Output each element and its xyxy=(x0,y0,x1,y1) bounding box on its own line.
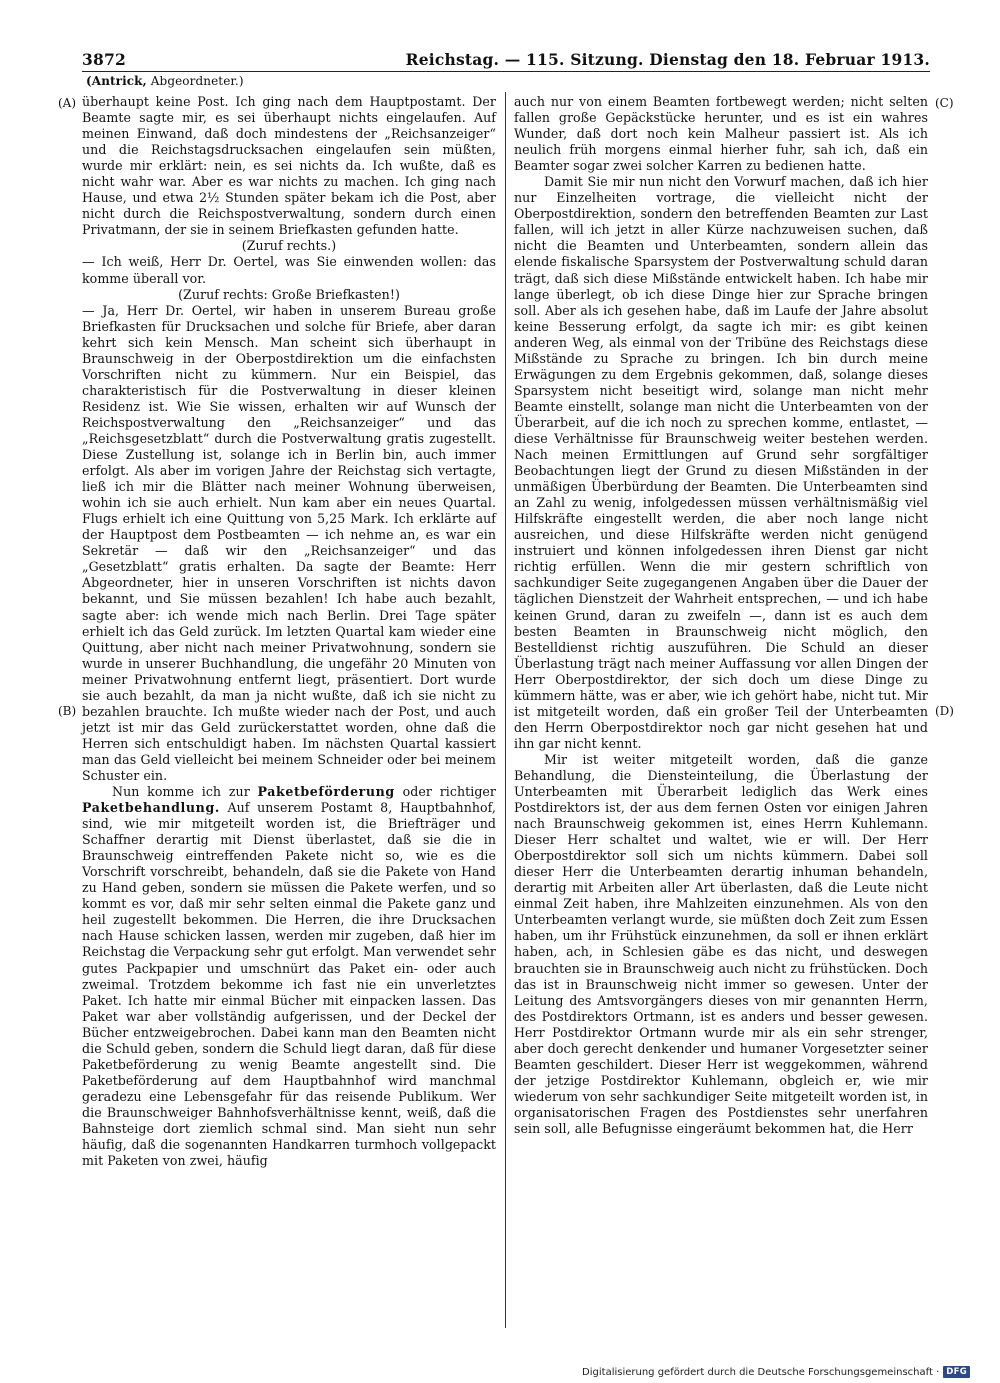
left-column xyxy=(82,94,496,1169)
margin-marker-a: (A) xyxy=(58,96,77,110)
page-header xyxy=(82,50,930,69)
left-paragraph-3: — Ja, Herr Dr. Oertel, wir haben in unserem Bureau große Briefkasten für Drucksachen und solche für Briefe, aber daran kehrt sich kein Mensch. Man scheint sich überhaupt in Braunschweig in der Oberpostdirektion um die einfachsten Vorschriften nicht zu kümmern. Nur ein Beispiel, das charakteristisch für die Postverwaltung in dieser kleinen Residenz ist. Wie Sie wissen, erhalten wir auf Wunsch der Reichspostverwaltung den „Reichsanzeiger“ und das „Reichsgesetzblatt“ durch die Postverwaltung gratis zugestellt. Diese Zustellung ist, solange ich in Berlin bin, auch immer erfolgt. Als aber im vorigen Jahre der Reichstag sich vertagte, ließ ich mir die Blätter nach meiner Wohnung überweisen, wohin ich sie auch erhielt. Nun kam aber ein neues Quartal. Flugs erhielt ich eine Quittung von 5,25 Mark. Ich erklärte auf der Hauptpost dem Postbeamten — ich nehme an, es war ein Sekretär — daß wir den „Reichsanzeiger“ und das „Gesetzblatt“ gratis erhalten. Da sagte der Beamte: Herr Abgeordneter, hier in unseren Vorschriften ist nichts davon bekannt, und Sie müssen bezahlen! Ich habe auch bezahlt, sagte aber: ich wende mich nach Berlin. Drei Tage später erhielt ich das Geld zurück. Im letzten Quartal kam wieder eine Quittung, aber nicht nach meiner Privatwohnung, sondern sie wurde in unserer Buchhandlung, die ungefähr 20 Minuten von meiner Privatwohnung entfernt liegt, präsentiert. Dort wurde sie auch bezahlt, da man ja nicht wußte, daß ich sie nicht zu bezahlen brauchte. Ich mußte wieder nach der Post, und auch jetzt ist mir das Geld zurückerstattet worden, ohne daß die Herren sich entschuldigt haben. Im nächsten Quartal kassiert man das Geld vielleicht bei meinem Schneider oder bei meinem Schuster ein. xyxy=(82,302,496,783)
right-paragraph-2: Damit Sie mir nun nicht den Vorwurf machen, daß ich hier nur Einzelheiten vortrage, die vielleicht nicht der Oberpostdirektion, sondern den betreffenden Beamten zur Last fallen, will ich jetzt in aller Kürze nachzuweisen suchen, daß nicht die Beamten und Unterbeamten, sondern allein das elende fiskalische Sparsystem der Postverwaltung schuld daran trägt, daß sich diese Mißstände entwickelt haben. Ich habe mir lange überlegt, ob ich diese Dinge hier zur Sprache bringen soll. Aber als ich gesehen habe, daß im Laufe der Jahre absolut keine Besserung erfolgt, da sagte ich mir: es gibt keinen anderen Weg, als einmal von der Tribüne des Reichstags diese Mißstände zu Sprache zu bringen. Ich bin durch meine Erwägungen zu dem Ergebnis gekommen, daß, solange dieses Sparsystem nicht beseitigt wird, solange man nicht mehr Beamte einstellt, solange man nicht die Unterbeamten von der Überarbeit, auf die ich noch zu sprechen komme, entlastet, — diese Verhältnisse für Braunschweig weiter bestehen werden. Nach meinen Ermittlungen auf Grund sehr sorgfältiger Beobachtungen liegt der Grund zu diesen Mißständen in der unmäßigen Überbürdung der Beamten. Die Unterbeamten sind an Zahl zu wenig, infolgedessen müssen verhältnismäßig viel Hilfskräfte eingestellt werden, die aber noch lange nicht ausreichen, und diese Hilfskräfte werden nicht genügend instruiert und können infolgedessen ihren Dienst gar nicht richtig erfüllen. Wenn die mir gestern schriftlich von sachkundiger Seite zugegangenen Angaben über die Dauer der täglichen Dienstzeit der Wahrheit entsprechen, — und ich habe keinen Grund, daran zu zweifeln —, dann ist es auch dem besten Beamten in Braunschweig nicht möglich, den Bestelldienst richtig auszuführen. Die Schuld an dieser Überlastung trägt nach meiner Auffassung vor allen Dingen der Herr Oberpostdirektor, der sich doch um diese Dinge zu kümmern hätte, was er aber, wie ich gehört habe, nicht tut. Mir ist mitgeteilt worden, daß ein großer Teil der Unterbeamten den Herrn Oberpostdirektor noch gar nicht gesehen hat und ihn gar nicht kennt. xyxy=(514,174,928,751)
left-p4-mid: oder richtiger xyxy=(402,784,496,800)
dfg-logo: DFG xyxy=(943,1366,970,1378)
page-running-title: Reichstag. — 115. Sitzung. Dienstag den 18. Februar 1913. xyxy=(405,50,930,69)
left-paragraph-4 xyxy=(82,784,496,1169)
left-p4-bold-2: Paketbehandlung. xyxy=(82,800,220,816)
left-paragraph-2: — Ich weiß, Herr Dr. Oertel, was Sie einwenden wollen: das komme überall vor. xyxy=(82,254,496,286)
right-paragraph-1: auch nur von einem Beamten fortbewegt werden; nicht selten fallen große Gepäckstücke herunter, und es ist ein wahres Wunder, daß dort noch kein Malheur passiert ist. Als ich neulich früh morgens einmal hierher fuhr, sah ich, daß ein Beamter sogar zwei solcher Karren zu bedienen hatte. xyxy=(514,94,928,174)
margin-marker-c: (C) xyxy=(935,96,954,110)
footer-credit xyxy=(582,1366,970,1378)
left-p4-bold-1: Paketbeförderung xyxy=(257,784,395,800)
right-column xyxy=(514,94,928,1137)
right-paragraph-3: Mir ist weiter mitgeteilt worden, daß die ganze Behandlung, die Diensteinteilung, die Überlastung der Unterbeamten mit Überarbeit lediglich das Werk eines Postdirektors ist, der aus dem fernen Osten vor einigen Jahren nach Braunschweig gekommen ist, eines Herrn Kuhlemann. Dieser Herr schaltet und waltet, wie er will. Der Herr Oberpostdirektor soll sich um nichts kümmern. Dabei soll dieser Herr die Unterbeamten derartig inhuman behandeln, derartig mit Arbeiten aller Art überlasten, daß die Leute nicht einmal Zeit haben, ihre Mahlzeiten einzunehmen. Als von den Unterbeamten verlangt wurde, sie müßten doch Zeit zum Essen haben, um ihr Frühstück einzunehmen, da soll er ihnen erklärt haben, ach, in Schlesien gäbe es das nicht, und deswegen brauchten sie in Braunschweig auch nicht zu frühstücken. Doch das ist in Braunschweig nicht immer so gewesen. Unter der Leitung des Amtsvorgängers dieses von mir genannten Herrn, des Postdirektors Ortmann, ist es anders und besser gewesen. Herr Postdirektor Ortmann wurde mir als ein sehr strenger, aber doch gerecht denkender und humaner Vorgesetzter seiner Beamten geschildert. Dieser Herr ist weggekommen, während der jetzige Postdirektor Kuhlemann, obgleich er, wie mir wiederum von sehr sachkundiger Seite mitgeteilt worden ist, in organisatorischen Fragen des Postdienstes sehr unerfahren sein soll, alle Befugnisse eingeräumt bekommen hat, die Herr xyxy=(514,751,928,1136)
margin-marker-d: (D) xyxy=(935,704,954,718)
footer-text: Digitalisierung gefördert durch die Deutsche Forschungsgemeinschaft · xyxy=(582,1366,940,1378)
header-rule xyxy=(82,71,930,72)
page-number: 3872 xyxy=(82,50,126,69)
left-paragraph-1: überhaupt keine Post. Ich ging nach dem Hauptpostamt. Der Beamte sagte mir, es sei überhaupt nichts eingelaufen. Auf meinen Einwand, daß doch mindestens der „Reichsanzeiger“ und die Reichstagsdrucksachen eingelaufen sein müßten, wurde mir erklärt: nein, es sei nichts da. Ich wußte, daß es nicht wahr war. Aber es war nichts zu machen. Ich ging nach Hause, und etwa 2½ Stunden später bekam ich die Post, aber nicht durch die Reichspostverwaltung, sondern durch einen Privatmann, der sie in seinem Briefkasten gefunden hatte. xyxy=(82,94,496,238)
speaker-name: (Antrick, xyxy=(86,74,147,88)
left-interjection-2: (Zuruf rechts: Große Briefkasten!) xyxy=(178,286,400,302)
speaker-role: Abgeordneter.) xyxy=(150,74,244,88)
margin-marker-b: (B) xyxy=(58,704,77,718)
left-interjection-1: (Zuruf rechts.) xyxy=(241,238,337,254)
left-p4-pre: Nun komme ich zur xyxy=(112,784,250,800)
left-p4-post: Auf unserem Postamt 8, Hauptbahnhof, sind, wie mir mitgeteilt worden ist, die Briefträger und Schaffner derartig mit Dienst überlastet, daß sie die in Braunschweig eintreffenden Pakete nicht so, wie es die Vorschrift vorschreibt, behandeln, daß sie die Pakete von Hand zu Hand geben, sondern sie müssen die Pakete werfen, und so kommt es vor, daß mir sehr selten einmal die Pakete ganz und heil zugestellt bekommen. Die Herren, die ihre Drucksachen nach Hause schicken lassen, werden mir zugeben, daß hier im Reichstag die Verpackung sehr gut erfolgt. Man verwendet sehr gutes Packpapier und umschnürt das Paket ein- oder auch zweimal. Trotzdem bekomme ich fast nie ein unverletztes Paket. Ich hatte mir einmal Bücher mit einpacken lassen. Das Paket war aber vollständig aufgerissen, und der Deckel der Bücher entzweigebrochen. Dabei kann man den Beamten nicht die Schuld geben, sondern die Schuld liegt daran, daß für diese Paketbeförderung zu wenig Beamte angestellt sind. Die Paketbeförderung auf dem Hauptbahnhof wird manchmal geradezu eine Lebensgefahr für das reisende Publikum. Wer die Braunschweiger Bahnhofsverhältnisse kennt, weiß, daß die Bahnsteige dort ziemlich schmal sind. Man sieht nun sehr häufig, daß die sogenannten Handkarren turmhoch vollgepackt mit Paketen von zwei, häufig xyxy=(82,800,497,1169)
column-divider xyxy=(505,92,506,1328)
speaker-line xyxy=(86,74,244,88)
